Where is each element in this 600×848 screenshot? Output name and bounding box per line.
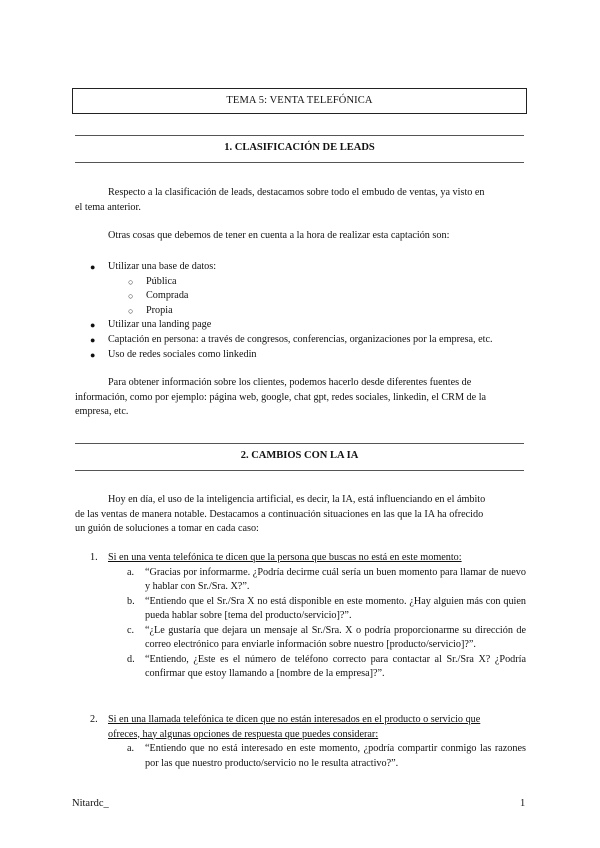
section1-intro [75,186,524,215]
item-heading: Si en una llamada telefónica te dicen que no están interesados en el producto o servicio que [108,714,481,725]
section2-intro-line1: Hoy en día, el uso de la inteligencia artificial, es decir, la IA, está influenciando en el ámbito [108,494,486,505]
circle-bullet-icon: ○ [128,276,134,287]
section1-other [75,229,524,244]
section1-rule-bottom [75,162,524,163]
bullet-icon: ● [90,320,96,331]
sub-item-a: a. “Gracias por informarme. ¿Podría decirme cuál sería un buen momento para llamar de nuevo y hablar con Sr./Sra. X?”. [127,566,526,592]
section2-heading: 2. CAMBIOS CON LA IA [240,450,359,461]
footer-page-number: 1 [520,798,526,809]
section2-intro-line3: un guión de soluciones a tomar en cada caso: [75,523,259,534]
section2-intro [75,493,524,537]
section2-intro-line2: de las ventas de manera notable. Destacamos a continuación situaciones en las que la IA ha ofrecido [75,508,484,520]
section1-other-line: Otras cosas que debemos de tener en cuenta a la hora de realizar esta captación son: [108,230,450,241]
list-item: ○ Pública [75,275,530,290]
section2-numbered-list [75,551,526,682]
numbered-item-1 [75,551,526,566]
list-item: ○ Comprada [75,289,530,304]
bullet-icon: ● [90,262,96,272]
list-item: ● Utilizar una base de datos: [75,260,530,275]
item-number: 2. [90,714,98,725]
sub-item-b: b. “Entiendo que el Sr./Sra X no está disponible en este momento. ¿Hay alguien más con quien pueda hablar sobre [tema del producto/servicio]?”. [127,595,526,621]
list-item: ● Uso de redes sociales como linkedin [75,348,530,363]
sub-item-d: d. “Entiendo, ¿Este es el número de teléfono correcto para contactar al Sr./Sra X? ¿Podría confirmar que estoy llamando a [nombre de la empresa]?”. [127,653,526,679]
section1-closing-line3: empresa, etc. [75,406,129,417]
sub-item-c: c. “¿Le gustaría que dejara un mensaje al Sr./Sra. X o podría proporcionarme su dirección de correo electrónico para enviarle información sobre nuestro [producto/servicio]?”. [127,624,526,650]
circle-bullet-icon: ○ [128,305,134,316]
section1-closing-line2: información, como por ejemplo: página web, google, chat gpt, redes sociales, linkedin, el CRM de la [75,391,487,403]
section1-intro-line1: Respecto a la clasificación de leads, destacamos sobre todo el embudo de ventas, ya visto en [108,187,485,198]
section1-rule-top [75,135,524,136]
sub-item-a: a. “Entiendo que no está interesado en este momento, ¿podría compartir conmigo las razones por las que nuestro producto/servicio no le resulta atractivo?”. [127,743,526,769]
numbered-item-2 [75,713,526,742]
section1-closing [75,376,524,420]
circle-bullet-icon: ○ [128,291,134,302]
item-number: 1. [90,552,98,563]
section1-heading: 1. CLASIFICACIÓN DE LEADS [224,142,375,153]
section2-rule-top [75,443,524,444]
bullet-icon: ● [90,349,96,360]
item-heading-line2: ofreces, hay algunas opciones de respuesta que puedes considerar: [108,728,379,740]
item-heading: Si en una venta telefónica te dicen que la persona que buscas no está en este momento: [108,552,462,563]
section1-bullet-list [75,260,530,362]
document-title: TEMA 5: VENTA TELEFÓNICA [72,88,527,114]
bullet-icon: ● [90,334,96,345]
list-item: ○ Propia [75,304,530,319]
footer-author: Nitardc_ [72,798,109,809]
list-item: ● Utilizar una landing page [75,318,530,333]
section1-intro-line2: el tema anterior. [75,201,141,213]
list-item: ● Captación en persona: a través de congresos, conferencias, organizaciones por la empresa, etc. [75,333,530,348]
section2-rule-bottom [75,470,524,471]
section1-closing-line1: Para obtener información sobre los clientes, podemos hacerlo desde diferentes fuentes de [108,377,472,388]
section2-numbered-list-2 [75,713,526,771]
